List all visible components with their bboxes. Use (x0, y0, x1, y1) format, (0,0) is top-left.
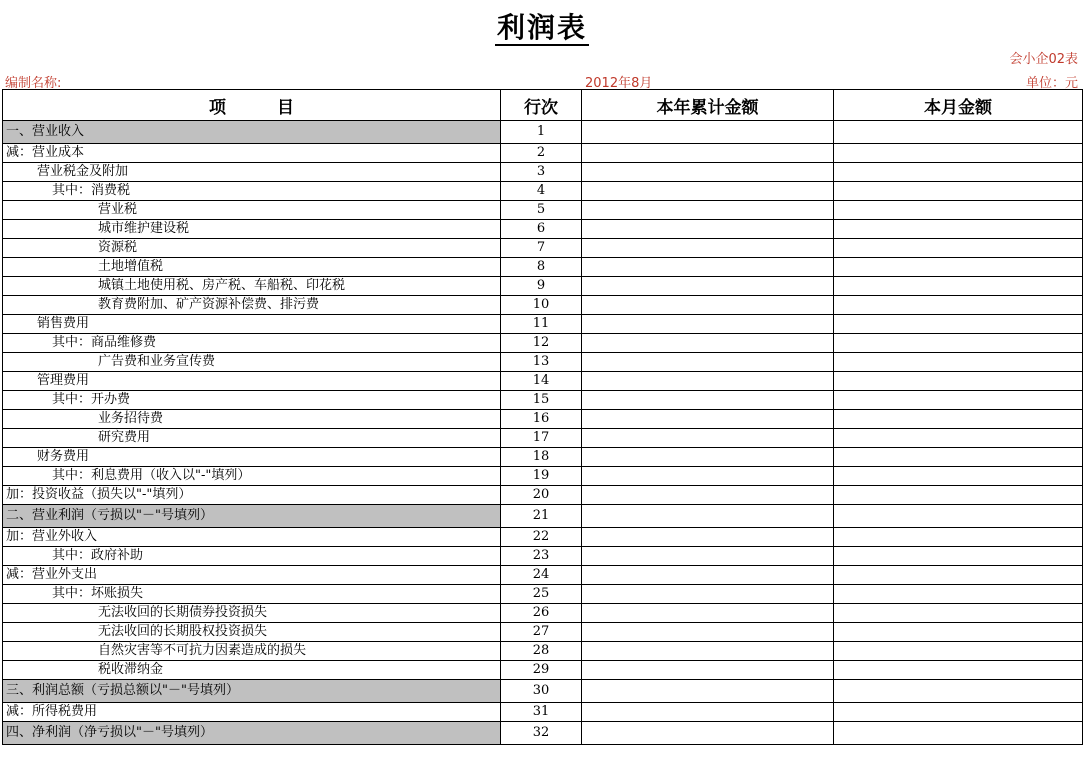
table-row (3, 680, 1083, 703)
row-month-amount-cell[interactable] (834, 258, 1083, 277)
row-line-number: 11 (501, 315, 582, 334)
row-line-number: 32 (501, 722, 582, 745)
table-row (3, 448, 1083, 467)
row-ytd-amount-cell[interactable] (582, 334, 834, 353)
row-ytd-amount-cell[interactable] (582, 623, 834, 642)
row-ytd-amount-cell[interactable] (582, 410, 834, 429)
report-title: 利润表 (496, 11, 587, 44)
row-month-amount-cell[interactable] (834, 604, 1083, 623)
row-line-number: 6 (501, 220, 582, 239)
row-line-number: 15 (501, 391, 582, 410)
row-item-label: 其中：商品维修费 (3, 334, 501, 353)
row-item-label: 广告费和业务宣传费 (3, 353, 501, 372)
row-item-label: 其中：坏账损失 (3, 585, 501, 604)
row-ytd-amount-cell[interactable] (582, 182, 834, 201)
row-month-amount-cell[interactable] (834, 448, 1083, 467)
row-line-number: 4 (501, 182, 582, 201)
table-row (3, 296, 1083, 315)
row-month-amount-cell[interactable] (834, 429, 1083, 448)
row-item-label: 减：营业成本 (3, 144, 501, 163)
row-ytd-amount-cell[interactable] (582, 528, 834, 547)
row-ytd-amount-cell[interactable] (582, 448, 834, 467)
row-line-number: 23 (501, 547, 582, 566)
row-item-label: 土地增值税 (3, 258, 501, 277)
table-row (3, 642, 1083, 661)
row-ytd-amount-cell[interactable] (582, 467, 834, 486)
row-item-label: 减：营业外支出 (3, 566, 501, 585)
row-ytd-amount-cell[interactable] (582, 163, 834, 182)
row-month-amount-cell[interactable] (834, 585, 1083, 604)
table-row (3, 144, 1083, 163)
row-line-number: 13 (501, 353, 582, 372)
row-ytd-amount-cell[interactable] (582, 566, 834, 585)
row-ytd-amount-cell[interactable] (582, 353, 834, 372)
row-item-label: 业务招待费 (3, 410, 501, 429)
row-line-number: 20 (501, 486, 582, 505)
row-line-number: 27 (501, 623, 582, 642)
row-month-amount-cell[interactable] (834, 566, 1083, 585)
row-item-label: 四、净利润（净亏损以"－"号填列） (3, 722, 501, 745)
row-ytd-amount-cell[interactable] (582, 296, 834, 315)
row-line-number: 1 (501, 121, 582, 144)
row-item-label: 财务费用 (3, 448, 501, 467)
row-month-amount-cell[interactable] (834, 703, 1083, 722)
row-month-amount-cell[interactable] (834, 467, 1083, 486)
form-code: 会小企02表 (1009, 52, 1078, 67)
row-item-label: 销售费用 (3, 315, 501, 334)
table-row (3, 528, 1083, 547)
row-ytd-amount-cell[interactable] (582, 372, 834, 391)
row-ytd-amount-cell[interactable] (582, 722, 834, 745)
row-item-label: 加：投资收益（损失以"-"填列） (3, 486, 501, 505)
row-line-number: 14 (501, 372, 582, 391)
row-ytd-amount-cell[interactable] (582, 220, 834, 239)
table-row (3, 486, 1083, 505)
header-month-amount: 本月金额 (834, 90, 1083, 121)
table-row (3, 334, 1083, 353)
table-row (3, 239, 1083, 258)
row-ytd-amount-cell[interactable] (582, 661, 834, 680)
row-item-label: 其中：开办费 (3, 391, 501, 410)
row-item-label: 城镇土地使用税、房产税、车船税、印花税 (3, 277, 501, 296)
row-month-amount-cell[interactable] (834, 486, 1083, 505)
row-month-amount-cell[interactable] (834, 277, 1083, 296)
header-row (3, 90, 1083, 121)
row-item-label: 无法收回的长期债券投资损失 (3, 604, 501, 623)
row-month-amount-cell[interactable] (834, 353, 1083, 372)
row-ytd-amount-cell[interactable] (582, 258, 834, 277)
row-month-amount-cell[interactable] (834, 220, 1083, 239)
table-row (3, 429, 1083, 448)
table-row (3, 182, 1083, 201)
row-line-number: 28 (501, 642, 582, 661)
table-row (3, 353, 1083, 372)
row-item-label: 教育费附加、矿产资源补偿费、排污费 (3, 296, 501, 315)
table-row (3, 372, 1083, 391)
row-line-number: 25 (501, 585, 582, 604)
row-line-number: 29 (501, 661, 582, 680)
row-line-number: 21 (501, 505, 582, 528)
row-ytd-amount-cell[interactable] (582, 277, 834, 296)
header-line: 行次 (501, 90, 582, 121)
table-row (3, 220, 1083, 239)
row-item-label: 其中：利息费用（收入以"-"填列） (3, 467, 501, 486)
table-row (3, 661, 1083, 680)
row-ytd-amount-cell[interactable] (582, 680, 834, 703)
row-line-number: 3 (501, 163, 582, 182)
row-ytd-amount-cell[interactable] (582, 604, 834, 623)
row-month-amount-cell[interactable] (834, 163, 1083, 182)
table-row (3, 604, 1083, 623)
row-month-amount-cell[interactable] (834, 505, 1083, 528)
row-month-amount-cell[interactable] (834, 182, 1083, 201)
header-item: 项 目 (3, 90, 501, 121)
table-row (3, 258, 1083, 277)
table-row (3, 623, 1083, 642)
row-line-number: 24 (501, 566, 582, 585)
row-line-number: 12 (501, 334, 582, 353)
table-row (3, 585, 1083, 604)
table-row (3, 277, 1083, 296)
income-statement-table (2, 89, 1083, 745)
table-row (3, 467, 1083, 486)
row-line-number: 26 (501, 604, 582, 623)
row-month-amount-cell[interactable] (834, 410, 1083, 429)
row-month-amount-cell[interactable] (834, 722, 1083, 745)
table-row (3, 566, 1083, 585)
row-line-number: 18 (501, 448, 582, 467)
row-ytd-amount-cell[interactable] (582, 121, 834, 144)
table-row (3, 163, 1083, 182)
currency-unit: 单位：元 (1025, 76, 1078, 91)
row-item-label: 管理费用 (3, 372, 501, 391)
table-row (3, 201, 1083, 220)
row-month-amount-cell[interactable] (834, 528, 1083, 547)
row-item-label: 资源税 (3, 239, 501, 258)
row-month-amount-cell[interactable] (834, 201, 1083, 220)
table-row (3, 410, 1083, 429)
row-ytd-amount-cell[interactable] (582, 486, 834, 505)
row-item-label: 无法收回的长期股权投资损失 (3, 623, 501, 642)
row-month-amount-cell[interactable] (834, 239, 1083, 258)
row-item-label: 减：所得税费用 (3, 703, 501, 722)
row-item-label: 一、营业收入 (3, 121, 501, 144)
row-month-amount-cell[interactable] (834, 296, 1083, 315)
row-month-amount-cell[interactable] (834, 334, 1083, 353)
row-line-number: 7 (501, 239, 582, 258)
row-item-label: 税收滞纳金 (3, 661, 501, 680)
row-line-number: 30 (501, 680, 582, 703)
row-ytd-amount-cell[interactable] (582, 144, 834, 163)
row-line-number: 2 (501, 144, 582, 163)
row-item-label: 营业税 (3, 201, 501, 220)
row-line-number: 22 (501, 528, 582, 547)
row-month-amount-cell[interactable] (834, 372, 1083, 391)
table-row (3, 391, 1083, 410)
row-item-label: 二、营业利润（亏损以"－"号填列） (3, 505, 501, 528)
row-ytd-amount-cell[interactable] (582, 391, 834, 410)
table-row (3, 547, 1083, 566)
row-ytd-amount-cell[interactable] (582, 585, 834, 604)
row-ytd-amount-cell[interactable] (582, 429, 834, 448)
row-month-amount-cell[interactable] (834, 391, 1083, 410)
org-name-label: 编制名称: (5, 76, 62, 91)
row-line-number: 31 (501, 703, 582, 722)
row-ytd-amount-cell[interactable] (582, 315, 834, 334)
table-row (3, 505, 1083, 528)
row-month-amount-cell[interactable] (834, 623, 1083, 642)
row-month-amount-cell[interactable] (834, 642, 1083, 661)
row-line-number: 10 (501, 296, 582, 315)
row-month-amount-cell[interactable] (834, 661, 1083, 680)
table-row (3, 722, 1083, 745)
row-ytd-amount-cell[interactable] (582, 642, 834, 661)
row-item-label: 三、利润总额（亏损总额以"－"号填列） (3, 680, 501, 703)
row-month-amount-cell[interactable] (834, 144, 1083, 163)
table-row (3, 315, 1083, 334)
row-item-label: 加：营业外收入 (3, 528, 501, 547)
row-month-amount-cell[interactable] (834, 315, 1083, 334)
row-line-number: 17 (501, 429, 582, 448)
row-ytd-amount-cell[interactable] (582, 505, 834, 528)
row-item-label: 其中：政府补助 (3, 547, 501, 566)
row-line-number: 8 (501, 258, 582, 277)
row-ytd-amount-cell[interactable] (582, 547, 834, 566)
row-month-amount-cell[interactable] (834, 680, 1083, 703)
row-item-label: 其中：消费税 (3, 182, 501, 201)
row-ytd-amount-cell[interactable] (582, 201, 834, 220)
row-line-number: 19 (501, 467, 582, 486)
row-line-number: 16 (501, 410, 582, 429)
row-item-label: 自然灾害等不可抗力因素造成的损失 (3, 642, 501, 661)
header-ytd-amount: 本年累计金额 (582, 90, 834, 121)
row-line-number: 9 (501, 277, 582, 296)
row-item-label: 营业税金及附加 (3, 163, 501, 182)
table-row (3, 703, 1083, 722)
row-item-label: 城市维护建设税 (3, 220, 501, 239)
row-ytd-amount-cell[interactable] (582, 703, 834, 722)
row-ytd-amount-cell[interactable] (582, 239, 834, 258)
row-item-label: 研究费用 (3, 429, 501, 448)
row-month-amount-cell[interactable] (834, 121, 1083, 144)
report-period: 2012年8月 (585, 76, 653, 91)
table-row (3, 121, 1083, 144)
row-month-amount-cell[interactable] (834, 547, 1083, 566)
row-line-number: 5 (501, 201, 582, 220)
